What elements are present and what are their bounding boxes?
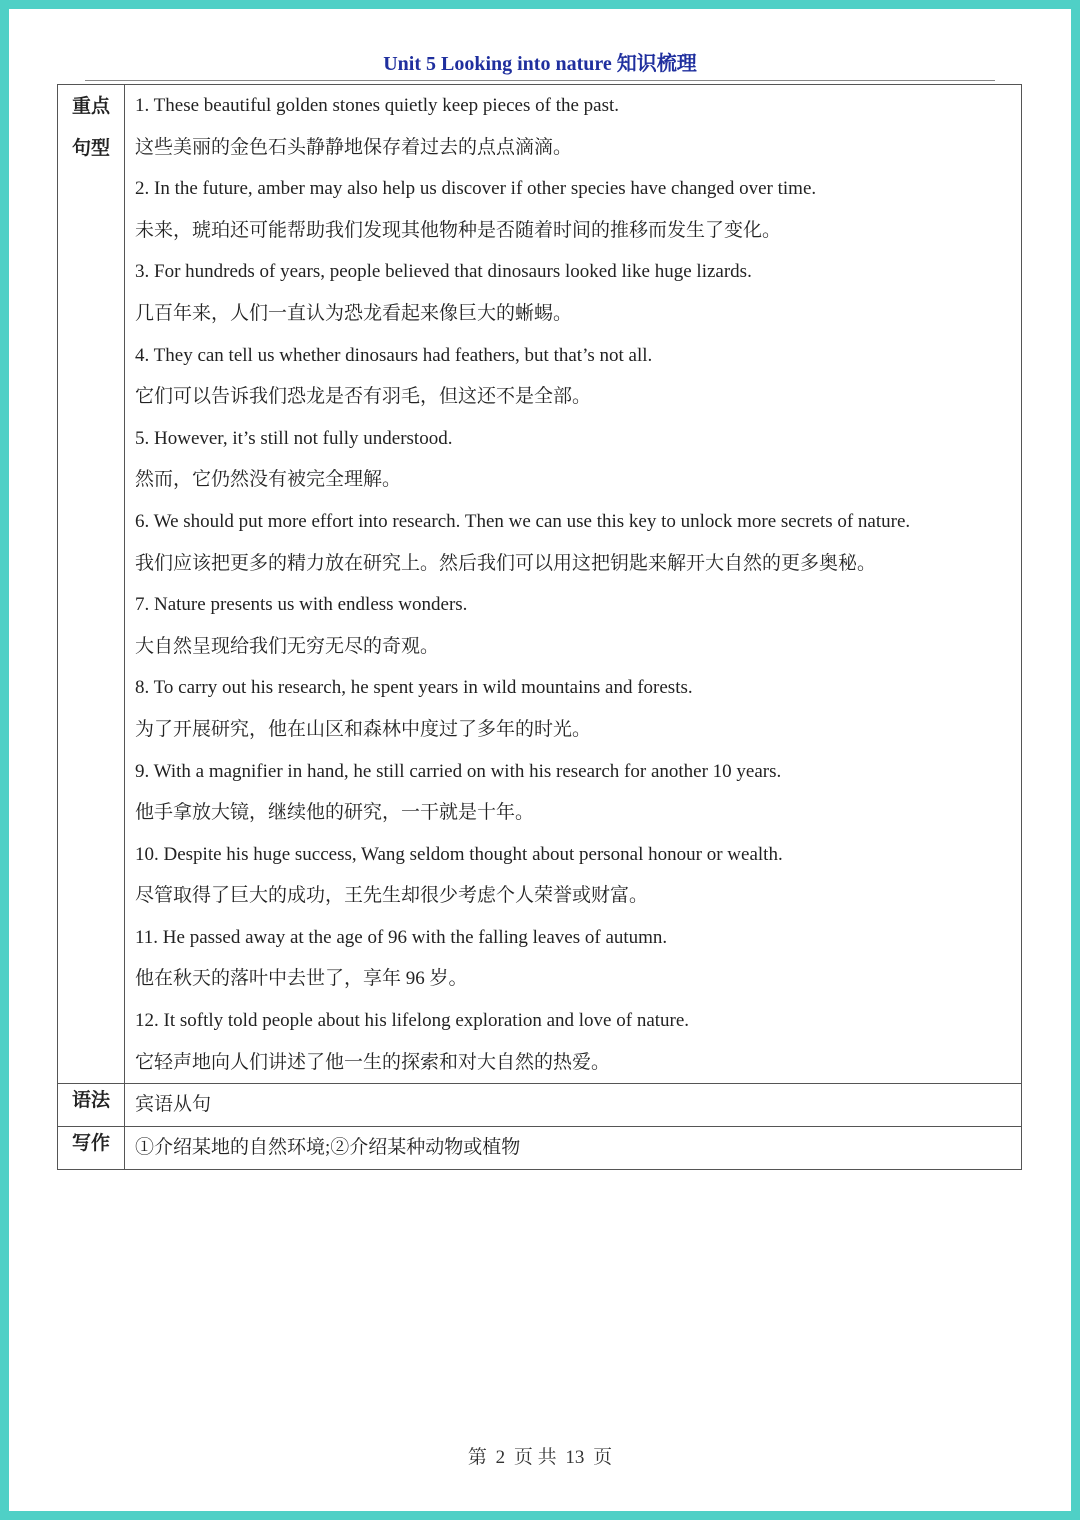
- writing-content: [125, 1127, 1022, 1170]
- sentence-zh: 它轻声地向人们讲述了他一生的探索和对大自然的热爱。: [135, 1051, 611, 1073]
- sentence-en: 10. Despite his huge success, Wang seldom thought about personal honour or wealth.: [135, 843, 783, 865]
- sentence-zh: 他在秋天的落叶中去世了，享年 96 岁。: [135, 968, 468, 990]
- sentence-en: 12. It softly told people about his lifelong exploration and love of nature.: [135, 1010, 690, 1032]
- sentence-en: 2. In the future, amber may also help us discover if other species have changed over time.: [135, 178, 817, 200]
- sentence-zh: 这些美丽的金色石头静静地保存着过去的点点滴滴。: [135, 136, 573, 158]
- footer-middle: 页 共: [513, 1447, 557, 1468]
- sentence-zh: 为了开展研究，他在山区和森林中度过了多年的时光。: [135, 718, 592, 740]
- key-sentences-row: [58, 85, 1022, 1084]
- sentence-en: 8. To carry out his research, he spent years in wild mountains and forests.: [135, 677, 693, 699]
- footer-suffix: 页: [593, 1447, 613, 1468]
- page-title: Unit 5 Looking into nature 知识梳理: [383, 53, 697, 75]
- sentence-en: 9. With a magnifier in hand, he still carried on with his research for another 10 years.: [135, 760, 782, 782]
- grammar-label: 语法: [58, 1084, 125, 1127]
- footer-page-number: 2: [495, 1447, 506, 1468]
- sentence-en: 1. These beautiful golden stones quietly keep pieces of the past.: [135, 95, 620, 116]
- sentence-en: 6. We should put more effort into research. Then we can use this key to unlock more secrets of nature.: [135, 510, 911, 532]
- page-footer: [9, 1442, 1071, 1469]
- sentence-en: 4. They can tell us whether dinosaurs had feathers, but that’s not all.: [135, 344, 653, 366]
- sentence-zh: 尽管取得了巨大的成功，王先生却很少考虑个人荣誉或财富。: [135, 885, 649, 907]
- writing-row: [58, 1127, 1022, 1170]
- sentence-en: 11. He passed away at the age of 96 with the falling leaves of autumn.: [135, 926, 668, 948]
- sentence-en: 5. However, it’s still not fully understood.: [135, 427, 453, 449]
- writing-label: 写作: [58, 1127, 125, 1170]
- key-sentences-label-line1: 重点: [71, 96, 110, 117]
- sentence-zh: 我们应该把更多的精力放在研究上。然后我们可以用这把钥匙来解开大自然的更多奥秘。: [135, 552, 877, 574]
- document-page: [9, 9, 1071, 1511]
- footer-prefix: 第: [467, 1447, 487, 1468]
- sentence-zh: 然而，它仍然没有被完全理解。: [135, 469, 402, 491]
- sentence-en: 7. Nature presents us with endless wonders.: [135, 594, 468, 616]
- header-divider: [85, 80, 995, 81]
- sentence-zh: 未来，琥珀还可能帮助我们发现其他物种是否随着时间的推移而发生了变化。: [135, 219, 782, 241]
- sentence-zh: 它们可以告诉我们恐龙是否有羽毛，但这还不是全部。: [135, 386, 592, 408]
- sentence-en: 3. For hundreds of years, people believed that dinosaurs looked like huge lizards.: [135, 261, 752, 283]
- sentence-zh: 几百年来，人们一直认为恐龙看起来像巨大的蜥蜴。: [135, 302, 573, 324]
- key-sentences-label: [58, 85, 125, 1084]
- knowledge-table: [57, 84, 1022, 1170]
- grammar-row: [58, 1084, 1022, 1127]
- writing-text: ①介绍某地的自然环境;②介绍某种动物或植物: [135, 1137, 521, 1159]
- sentence-zh: 大自然呈现给我们无穷无尽的奇观。: [135, 635, 440, 657]
- footer-total-pages: 13: [565, 1447, 585, 1468]
- key-sentences-content: [125, 85, 1022, 1084]
- grammar-text: 宾语从句: [135, 1094, 212, 1116]
- key-sentences-label-line2: 句型: [71, 138, 110, 159]
- sentence-zh: 他手拿放大镜，继续他的研究，一干就是十年。: [135, 802, 535, 824]
- grammar-content: [125, 1084, 1022, 1127]
